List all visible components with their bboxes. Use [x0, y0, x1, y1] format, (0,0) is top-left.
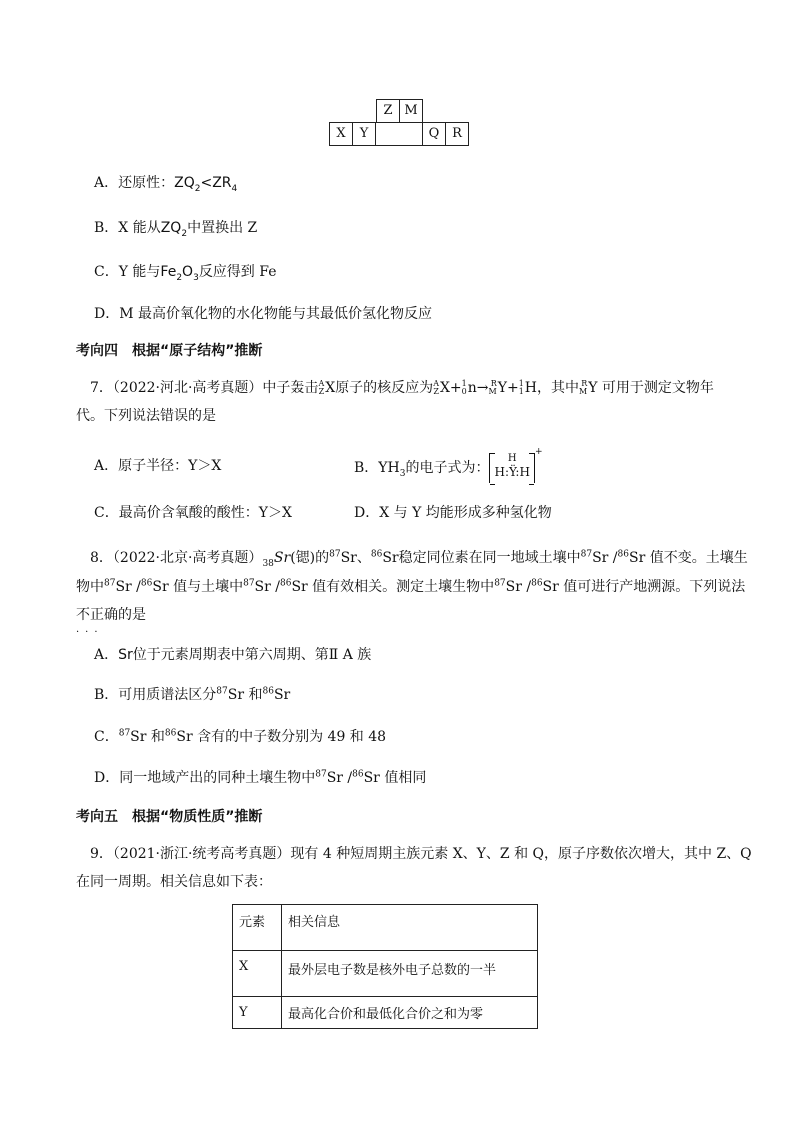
- mass-number: A: [433, 379, 439, 388]
- q6-option-c-label: C．Y 能与: [94, 264, 161, 280]
- formula-zq: ZQ: [160, 220, 182, 236]
- q8-option-b: [94, 684, 290, 704]
- q8-stem-line-1: [90, 547, 748, 569]
- mass-number: 86: [352, 769, 364, 780]
- nuclide-prescript: [489, 380, 497, 396]
- mass-number: R: [490, 379, 497, 388]
- q8-option-a: [94, 644, 371, 664]
- mass-number: 87: [494, 578, 506, 589]
- q6-option-a-label: A．还原性：: [94, 175, 175, 191]
- q7-tail: Y 可用于测定文物年: [588, 380, 714, 396]
- grid-cell-x: X: [329, 122, 353, 146]
- mass-number: 87: [118, 728, 131, 739]
- option-text: Sr /: [326, 770, 353, 786]
- equation-neutron: n→: [467, 380, 489, 396]
- grid-cell-m: M: [399, 99, 423, 123]
- lewis-structure: [489, 453, 534, 483]
- q8-text: 稳定同位素在同一地域土壤中: [398, 550, 581, 566]
- q7-option-b-pre: B．YH: [354, 460, 400, 476]
- formula-fe: Fe: [160, 264, 177, 280]
- q6-option-b-formula: [160, 220, 188, 239]
- q8-text: Sr 值有效相关。测定土壤生物中: [291, 579, 495, 595]
- q8-text: 物中: [76, 579, 104, 595]
- equation-x: X+: [439, 380, 462, 396]
- option-text: Sr 和: [227, 687, 263, 703]
- option-text: B．可用质谱法区分: [94, 687, 217, 703]
- mass-number: 86: [140, 578, 153, 589]
- q6-option-b-label: B．X 能从: [94, 220, 161, 236]
- table-cell-info: 最高化合价和最低化合价之和为零: [282, 997, 538, 1029]
- q6-option-c-rest: 反应得到 Fe: [198, 264, 277, 280]
- atomic-number: 38: [262, 558, 274, 569]
- q7-option-a: A．原子半径：Y＞X: [94, 458, 222, 474]
- formula-sub: 4: [231, 183, 238, 194]
- formula-sub: 3: [399, 468, 406, 479]
- grid-cell-y: Y: [352, 122, 376, 146]
- mass-number: 86: [164, 728, 177, 739]
- sr-symbol: Sr: [273, 550, 291, 566]
- q8-text: Sr 值不变。土壤生: [628, 550, 748, 566]
- q7-option-b-post: 的电子式为：: [405, 460, 490, 476]
- nuclide-prescript: [519, 380, 524, 396]
- atomic-number: M: [488, 387, 497, 396]
- option-text: Sr: [273, 687, 291, 703]
- mass-number: 1: [461, 379, 467, 388]
- nuclide-prescript: [318, 380, 324, 396]
- q6-option-b-rest: 中置换出 Z: [187, 220, 258, 236]
- nuclide-prescript: [462, 380, 467, 396]
- mass-number: 87: [315, 769, 327, 780]
- table-header-row: [233, 905, 538, 951]
- mass-number: 86: [262, 686, 274, 697]
- q6-option-d: D．M 最高价氧化物的水化物能与其最低价氢化物反应: [94, 306, 433, 322]
- lewis-charge: +: [534, 447, 543, 457]
- q8-text: Sr /: [115, 579, 141, 595]
- mass-number: 86: [280, 578, 292, 589]
- option-text: Sr 值相同: [363, 770, 427, 786]
- formula-sub: 2: [181, 228, 188, 239]
- mass-number: 87: [580, 549, 593, 560]
- sr-symbol: Sr: [340, 550, 357, 566]
- formula-sub: 3: [193, 272, 199, 283]
- q9-stem-line-2: 在同一周期。相关信息如下表：: [76, 874, 272, 890]
- section-heading-4: 考向四 根据“原子结构”推断: [76, 343, 263, 359]
- grid-cell-q: Q: [422, 122, 446, 146]
- formula-zr: ZR: [212, 175, 232, 191]
- sr-symbol: Sr: [382, 550, 399, 566]
- grid-gap-line: [375, 145, 423, 146]
- table-cell-element: Y: [233, 997, 282, 1029]
- element-x: X: [325, 380, 336, 396]
- q8-text: (锶)的: [290, 550, 330, 566]
- lewis-middle: H:Ÿ:H: [494, 465, 530, 479]
- mass-number: 1: [518, 379, 524, 388]
- nuclide-prescript: [579, 380, 587, 396]
- q8-text: 、: [356, 550, 371, 566]
- option-label: A．: [94, 647, 119, 663]
- formula-o: O: [182, 264, 194, 280]
- q9-stem-line-1: 9．（2021·浙江·统考高考真题）现有 4 种短周期主族元素 X、Y、Z 和 Q，原子序数依次增大，其中 Z、Q: [90, 846, 752, 862]
- mass-number: 87: [329, 549, 341, 560]
- table-row: [233, 997, 538, 1029]
- mass-number: 87: [216, 686, 228, 697]
- q7-stem-line-1: [90, 377, 714, 397]
- formula-zq: ZQ: [174, 175, 195, 191]
- q8-text: Sr 值可进行产地溯源。下列说法: [542, 579, 746, 595]
- atomic-number: M: [579, 387, 588, 396]
- option-label: C．: [94, 729, 119, 745]
- atomic-number: Z: [433, 387, 439, 396]
- table-cell-element: X: [233, 951, 282, 997]
- nuclide-prescript: [433, 380, 439, 396]
- table-cell-info: 最外层电子数是核外电子总数的一半: [282, 951, 538, 997]
- grid-cell-r: R: [445, 122, 469, 146]
- formula-sub: 2: [176, 272, 183, 283]
- grid-cell-z: Z: [376, 99, 400, 123]
- q6-option-a: [94, 172, 237, 194]
- q8-text: Sr /: [592, 550, 618, 566]
- table-header-cell: 元素: [233, 905, 282, 951]
- emphasis-dotted: [76, 607, 118, 638]
- q7-option-b: [354, 447, 543, 483]
- q6-option-b: [94, 217, 257, 239]
- section-heading-5: 考向五 根据“物质性质”推断: [76, 809, 263, 825]
- option-text: 位于元素周期表中第六周期、第Ⅱ A 族: [132, 647, 372, 663]
- q8-option-d: [94, 767, 426, 787]
- mass-number: 87: [243, 578, 255, 589]
- equation-y: Y+: [497, 380, 519, 396]
- mass-number: R: [581, 379, 588, 388]
- equation-h: H，其中: [524, 380, 580, 396]
- mass-number: 86: [370, 549, 383, 560]
- q6-option-a-formula: [174, 175, 238, 194]
- mass-number: A: [318, 379, 325, 388]
- q7-intro: 7．（2022·河北·高考真题）中子轰击: [90, 380, 319, 396]
- emphasis-dots: ···: [76, 627, 104, 638]
- sr-symbol: Sr: [118, 647, 133, 663]
- q8-text: Sr 值与土壤中: [152, 579, 244, 595]
- q8-stem-line-3: [76, 604, 146, 638]
- option-text: D．同一地域产出的同种土壤生物中: [94, 770, 316, 786]
- mass-number: 86: [617, 549, 629, 560]
- q6-option-c: [94, 261, 277, 283]
- q8-option-c: [94, 726, 386, 746]
- option-text: Sr 含有的中子数分别为 49 和 48: [176, 729, 387, 745]
- mass-number: 86: [531, 578, 543, 589]
- table-header-cell: 相关信息: [282, 905, 538, 951]
- atomic-number: Z: [318, 387, 325, 396]
- option-text: Sr 和: [130, 729, 165, 745]
- atomic-number: 1: [518, 387, 524, 396]
- element-info-table: [232, 904, 538, 1029]
- q8-text: Sr /: [505, 579, 532, 595]
- q7-stem-line-2: 代。下列说法错误的是: [76, 408, 216, 424]
- q8-stem-line-2: [76, 576, 745, 596]
- emphasis-text: 不正确: [76, 607, 118, 623]
- q7-option-d: D．X 与 Y 均能形成多种氢化物: [354, 505, 552, 521]
- q8-text: 的是: [118, 607, 146, 623]
- table-row: [233, 951, 538, 997]
- lewis-top-h: H: [507, 453, 517, 464]
- formula-sub: 2: [194, 183, 201, 194]
- q6-option-c-formula: [160, 264, 199, 283]
- less-than-sign: <: [200, 175, 213, 191]
- atomic-number: 0: [461, 387, 467, 396]
- mass-number: 87: [104, 578, 116, 589]
- q8-intro: 8．（2022·北京·高考真题）: [90, 550, 263, 566]
- q8-text: Sr /: [254, 579, 280, 595]
- q7-option-c: C．最高价含氧酸的酸性：Y＞X: [94, 505, 292, 521]
- q7-mid-text: 原子的核反应为: [335, 380, 434, 396]
